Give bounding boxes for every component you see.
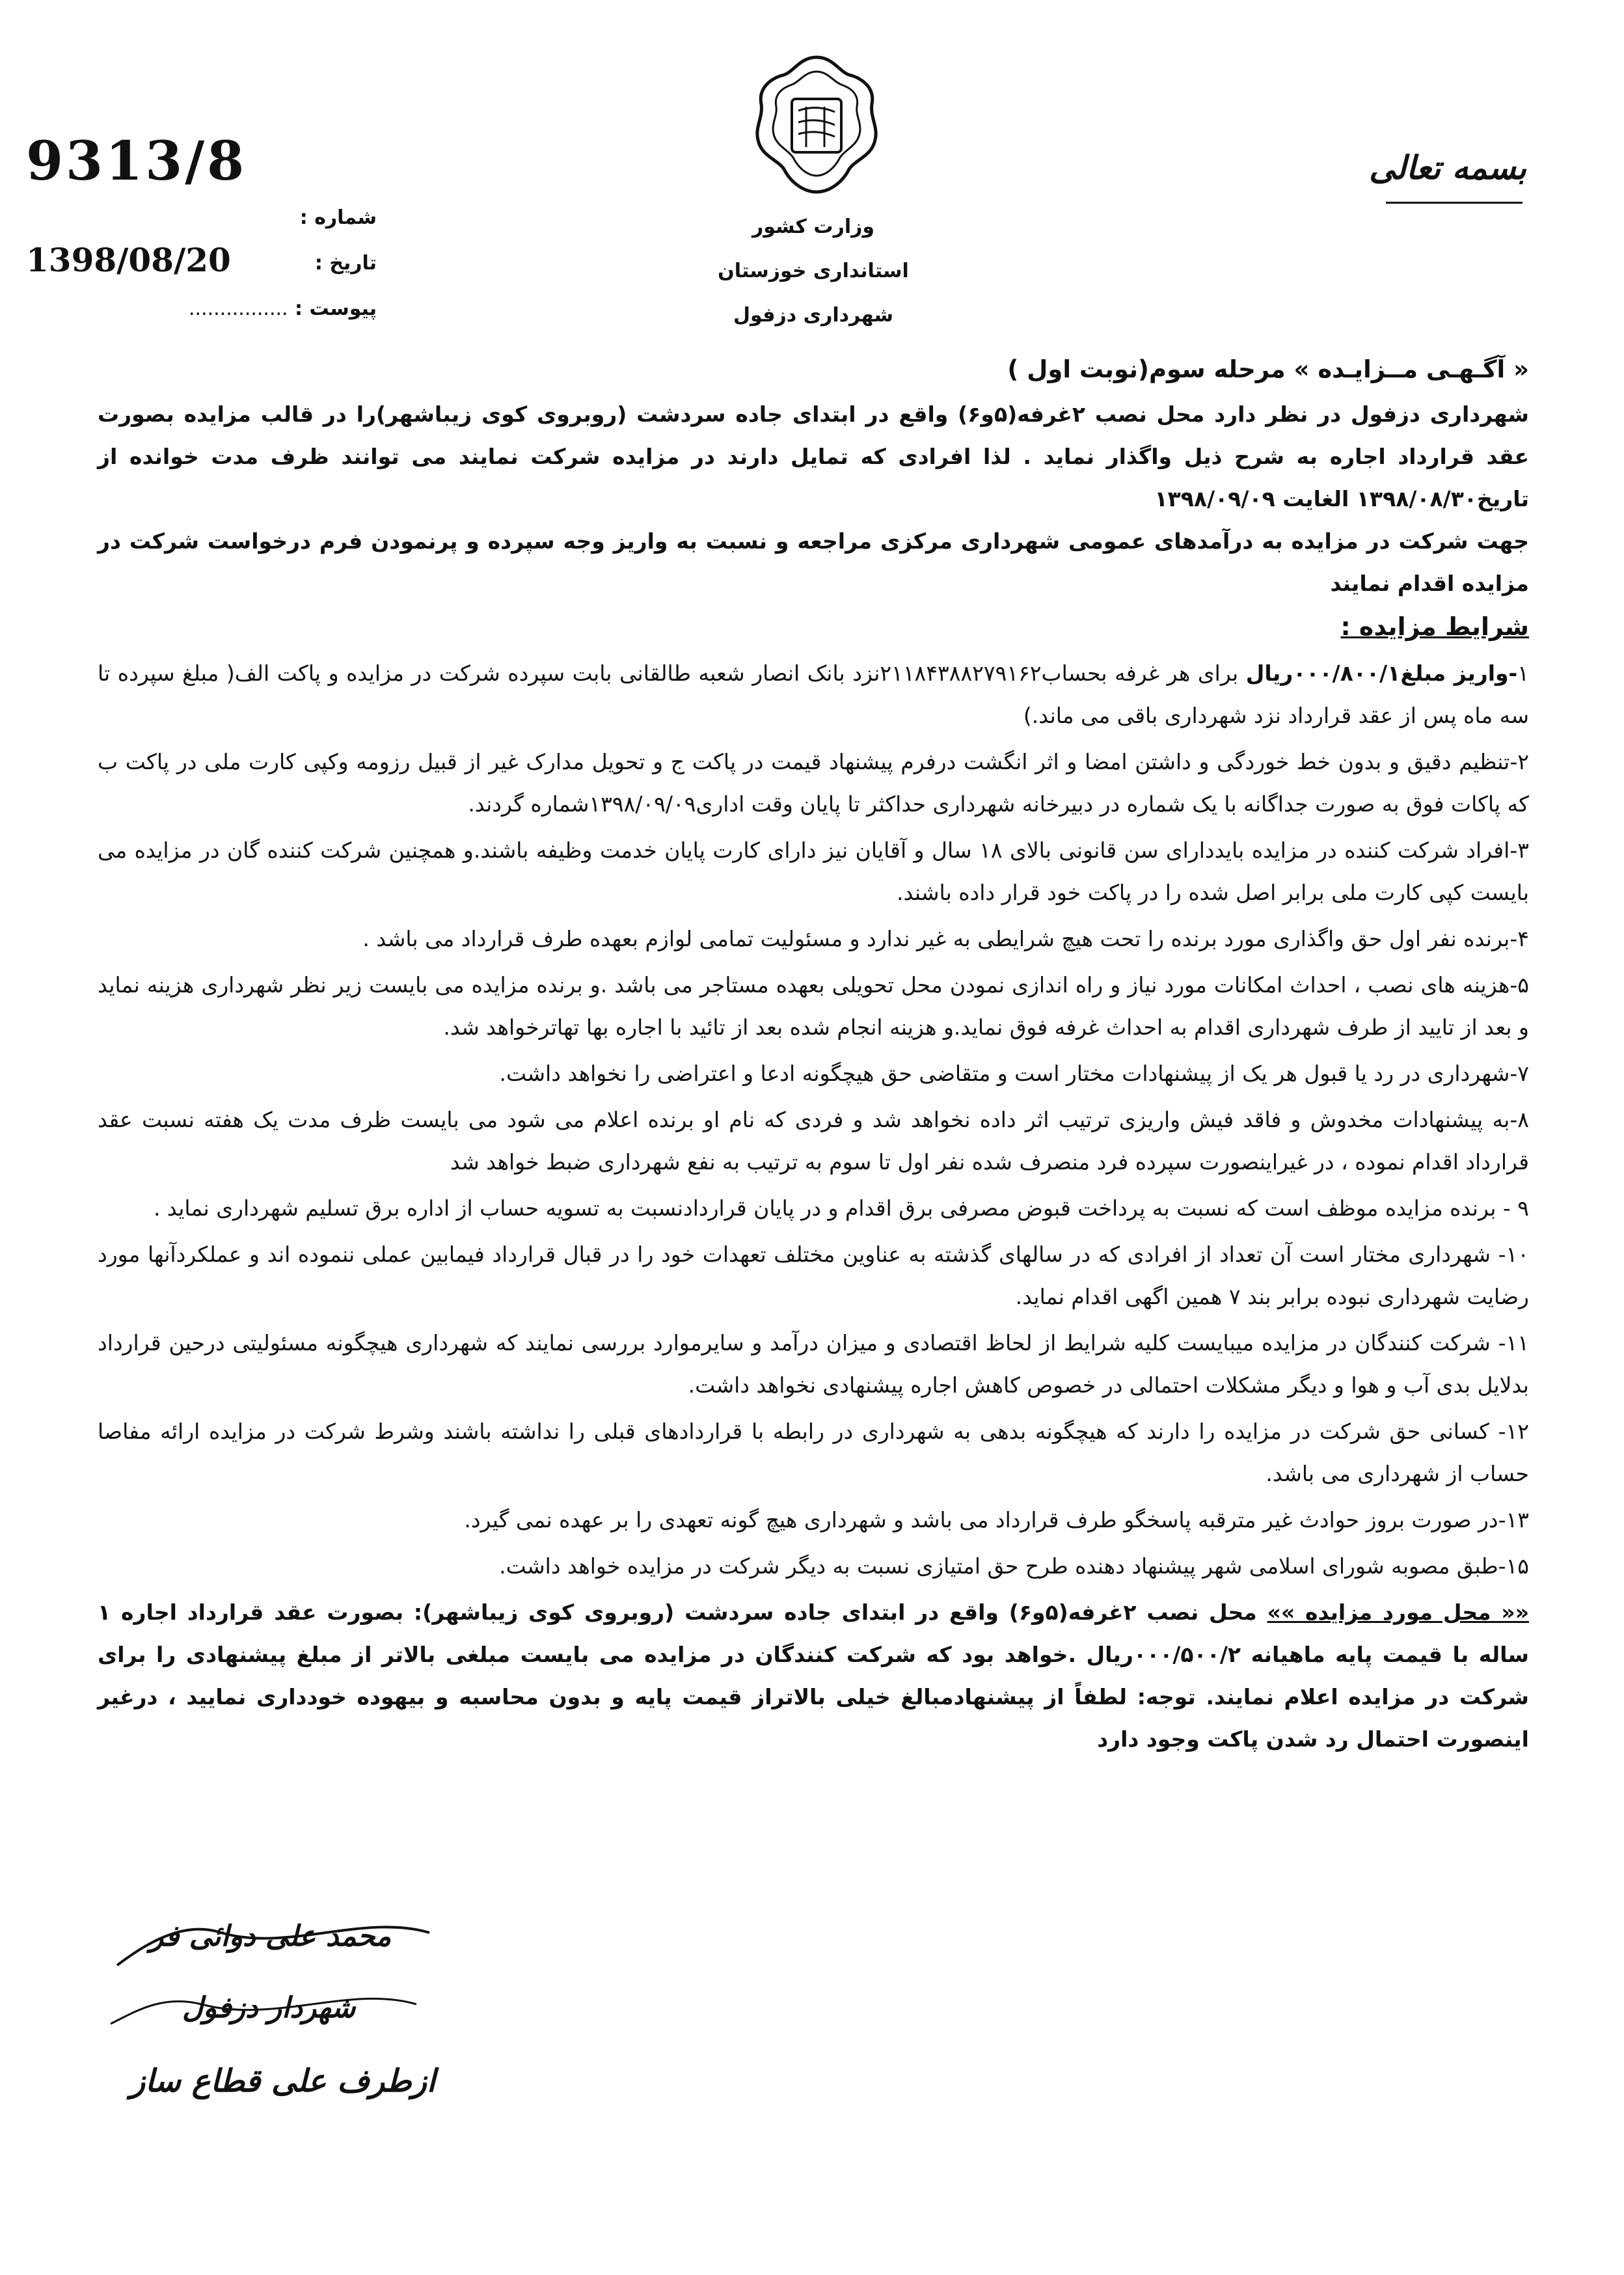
- list-item: ۵-هزینه های نصب ، احداث امکانات مورد نیاز و راه اندازی نمودن محل تحویلی بعهده مستاجر می باشد .و برنده مزایده می بایست زیر نظر شهرداری هزینه نماید و بعد از تایید از طرف شهرداری اقدام به احداث غرفه فوق نماید.و هزینه انجام شده بعد از تائید با اجاره بها تهاترخواهد شد.: [98, 972, 1529, 1040]
- subject-text: محل نصب ۲غرفه(۵و۶) واقع در ابتدای جاده سردشت (روبروی کوی زیباشهر): بصورت عقد قرارداد اجاره ۱ ساله با قیمت پایه ماهیانه ۰۰۰/۵۰۰/۲ریال .خواهد بود که شرکت کنندگان در مزایده می بایست مبلغی بالاتر از مبلغ پیشنهادی را برای شرکت در مزایده اعلام نمایند.: [98, 1600, 1529, 1710]
- municipality-name: شهرداری دزفول: [733, 304, 893, 327]
- invocation-underline: [1386, 202, 1522, 204]
- header-organization: [586, 205, 1041, 338]
- list-item: ۱-واریز مبلغ۰۰۰/۸۰۰/۱ریال برای هر غرفه بحساب۲۱۱۸۴۳۸۸۲۷۹۱۶۲نزد بانک انصار شعبه طالقانی بابت سپرده شرکت در مزایده و پاکت الف( مبلغ سپرده تا سه ماه پس از عقد قرارداد نزد شهرداری باقی می ماند.): [98, 661, 1529, 728]
- number-label: شماره :: [299, 206, 377, 229]
- list-item: ۸-به پیشنهادات مخدوش و فاقد فیش واریزی ترتیب اثر داده نخواهد شد و فردی که نام او برنده اعلام می شود می بایست ظرف مدت یک هفته نسبت عقد قرارداد اقدام نموده ، در غیراینصورت سپرده فرد منصرف شده نفر اول تا سوم به ترتیب به نفع شهرداری ضبط خواهد شد: [98, 1107, 1529, 1175]
- auction-subject: [98, 1591, 1529, 1760]
- attachment-label: پیوست : ................: [189, 297, 377, 320]
- list-item: ۴-برنده نفر اول حق واگذاری مورد برنده را تحت هیچ شرایطی به غیر ندارد و مسئولیت تمامی لوازم بعهده طرف قرارداد می باشد .: [362, 926, 1529, 951]
- list-item: ۱۱- شرکت کنندگان در مزایده میبایست کلیه شرایط از لحاظ اقتصادی و میزان درآمد و سایرموارد بررسی نمایند که شهرداری هیچگونه مسئولیتی درحین قرارداد بدلایل بدی آب و هوا و دیگر مشکلات احتمالی در خصوص کاهش اجاره پیشنهادی نخواهد داشت.: [98, 1330, 1529, 1398]
- municipality-emblem-icon: [751, 52, 882, 202]
- list-item: ۱۵-طبق مصوبه شورای اسلامی شهر پیشنهاد دهنده طرح حق امتیازی نسبت به دیگر شرکت در مزایده خواهد داشت.: [499, 1553, 1529, 1579]
- governorate-name: استانداری خوزستان: [718, 260, 909, 282]
- signatory-title: شهردار دزفول: [182, 1991, 356, 2024]
- date-label: تاریخ :: [314, 252, 377, 275]
- note-text: توجه: لطفاً از پیشنهادمبالغ خیلی بالاتراز قیمت پایه و بدون محاسبه و بیهوده خودداری نمایید ، درغیر اینصورت احتمال رد شدن پاکت وجود دارد: [98, 1684, 1529, 1752]
- signatory-name: محمد علی دوائی فر: [150, 1920, 392, 1953]
- on-behalf-of: ازطرف علی قطاع ساز: [130, 2063, 436, 2099]
- notice-title: « آگـهـی مــزایـده » مرحله سوم(نوبت اول ): [1007, 355, 1529, 383]
- invocation-text: بسمه تعالی: [1369, 148, 1526, 187]
- document-date: 1398/08/20: [26, 241, 231, 279]
- ministry-name: وزارت کشور: [751, 215, 875, 238]
- notice-body: [98, 348, 1529, 1760]
- intro-paragraph-2: جهت شرکت در مزایده به درآمدهای عمومی شهرداری مرکزی مراجعه و نسبت به واریز وجه سپرده و پرنمودن فرم درخواست شرکت در مزایده اقدام نمایند: [98, 528, 1529, 596]
- subject-label: «« محل مورد مزایده »»: [1267, 1600, 1530, 1625]
- list-item: ۳-افراد شرکت کننده در مزایده بایددارای سن قانونی بالای ۱۸ سال و آقایان نیز دارای کارت پایان خدمت وظیفه باشند.و همچنین شرکت کننده گان در مزایده می بایست کپی کارت ملی برابر اصل شده را در پاکت خود قرار داده باشند.: [98, 838, 1529, 905]
- conditions-heading: شرایط مزایده :: [1340, 612, 1529, 641]
- list-item: ۷-شهرداری در رد یا قبول هر یک از پیشنهادات مختار است و متقاضی حق هیچگونه ادعا و اعتراضی را نخواهد داشت.: [499, 1061, 1529, 1086]
- list-item: ۲-تنظیم دقیق و بدون خط خوردگی و داشتن امضا و اثر انگشت درفرم پیشنهاد قیمت در پاکت ج و تحویل مدارک غیر از قبیل رزومه وکپی کارت ملی در پاکت ب که پاکات فوق به صورت جداگانه با یک شماره در دبیرخانه شهرداری حداکثر تا پایان وقت اداری۱۳۹۸/۰۹/۰۹شماره گردند.: [98, 749, 1529, 817]
- list-item: ۱۲- کسانی حق شرکت در مزایده را دارند که هیچگونه بدهی به شهرداری در رابطه با قراردادهای قبلی را نداشته باشند وشرط شرکت در مزایده ارائه مفاصا حساب از شهرداری می باشد.: [98, 1419, 1529, 1486]
- list-item: ۹ - برنده مزایده موظف است که نسبت به پرداخت قبوض مصرفی برق اقدام و در پایان قراردادنسبت به تسویه حساب از اداره برق تسلیم شهرداری نماید .: [153, 1195, 1529, 1221]
- intro-paragraph: شهرداری دزفول در نظر دارد محل نصب ۲غرفه(۵و۶) واقع در ابتدای جاده سردشت (روبروی کوی زیباشهر)را در قالب مزایده بصورت عقد قرارداد اجاره به شرح ذیل واگذار نماید . لذا افرادی که تمایل دارند در مزایده شرکت نمایند می توانند ظرف مدت خوانده از تاریخ۱۳۹۸/۰۸/۳۰ الغایت ۱۳۹۸/۰۹/۰۹: [98, 402, 1529, 511]
- list-item: ۱۰- شهرداری مختار است آن تعداد از افرادی که در سالهای گذشته به عناوین مختلف تعهدات خود را در قبال قرارداد فیمابین عملی ننموده اند و عملکردآنها مورد رضایت شهرداری نبوده برابر بند ۷ همین اگهی اقدام نماید.: [98, 1242, 1529, 1309]
- conditions-list: [98, 652, 1529, 1587]
- document-number: 9313/8: [26, 130, 247, 193]
- list-item: ۱۳-در صورت بروز حوادث غیر مترقبه پاسخگو طرف قرارداد می باشد و شهرداری هیچ گونه تعهدی را بر عهده نمی گیرد.: [464, 1507, 1529, 1533]
